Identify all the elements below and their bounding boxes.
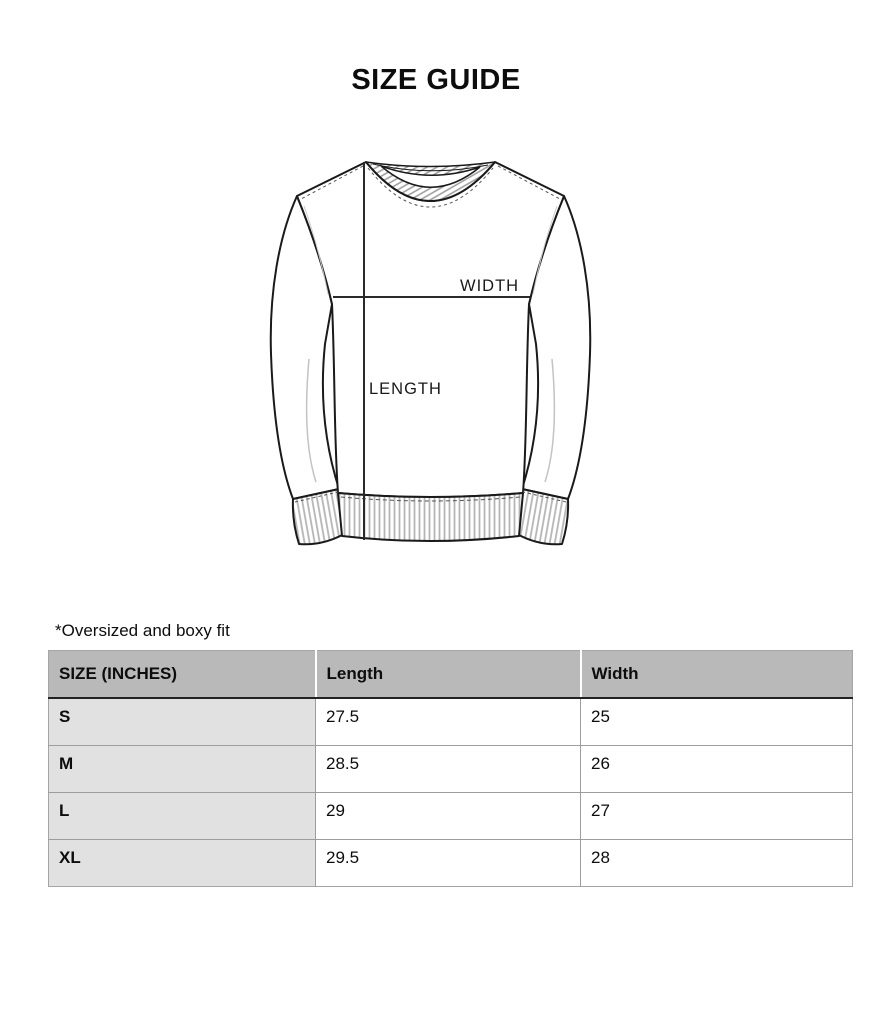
- sweatshirt-diagram: [252, 144, 652, 554]
- length-value-cell: 29: [316, 793, 581, 840]
- table-row-s: [49, 698, 853, 746]
- size-table-header-row: [49, 651, 853, 699]
- width-value-cell: 27: [581, 793, 853, 840]
- length-value-cell: 29.5: [316, 840, 581, 887]
- table-row-l: [49, 793, 853, 840]
- width-value-cell: 26: [581, 746, 853, 793]
- header-width: Width: [581, 651, 853, 699]
- left-cuff: [293, 489, 344, 544]
- width-value-cell: 28: [581, 840, 853, 887]
- table-row-xl: [49, 840, 853, 887]
- header-size-inches: SIZE (INCHES): [49, 651, 316, 699]
- hem-band: [338, 493, 523, 541]
- size-label-cell: S: [49, 698, 316, 746]
- length-measure-label: LENGTH: [369, 380, 442, 398]
- length-value-cell: 28.5: [316, 746, 581, 793]
- sweatshirt-illustration: [252, 144, 652, 554]
- width-measure-label: WIDTH: [460, 277, 520, 295]
- fit-note: *Oversized and boxy fit: [55, 621, 230, 640]
- page-title: SIZE GUIDE: [351, 64, 521, 96]
- right-cuff: [517, 489, 568, 544]
- size-guide-page: [0, 64, 872, 1030]
- size-label-cell: M: [49, 746, 316, 793]
- size-table: [48, 650, 853, 887]
- body-panel: [297, 162, 564, 497]
- header-length: Length: [316, 651, 581, 699]
- width-value-cell: 25: [581, 698, 853, 746]
- table-row-m: [49, 746, 853, 793]
- size-label-cell: XL: [49, 840, 316, 887]
- size-label-cell: L: [49, 793, 316, 840]
- length-value-cell: 27.5: [316, 698, 581, 746]
